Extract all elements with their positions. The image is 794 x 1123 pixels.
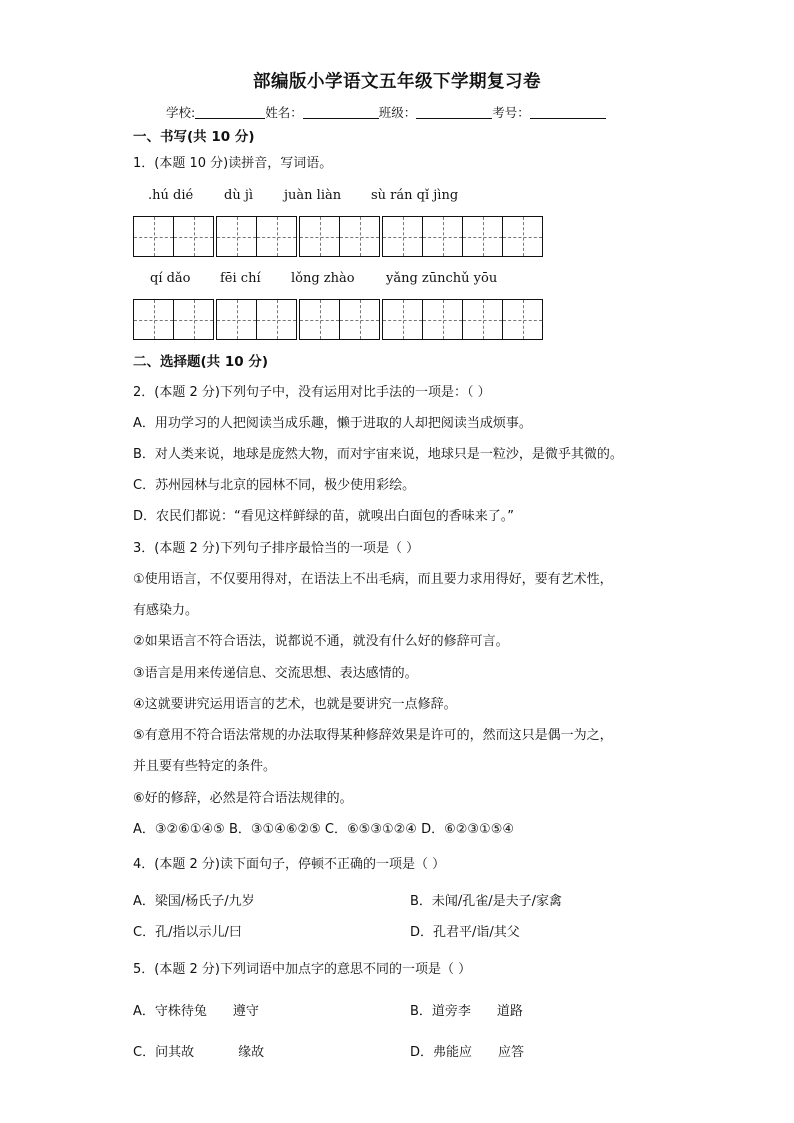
q2-option-c[interactable]: C．苏州园林与北京的园林不同，极少使用彩绘。 <box>133 478 416 493</box>
q3-options[interactable]: A．③②⑥①④⑤ B．③①④⑥②⑤ C．⑥⑤③①②④ D．⑥②③①⑤④ <box>133 822 514 837</box>
q5-option-b[interactable] <box>410 1000 523 1019</box>
q2-option-b[interactable]: B．对人类来说，地球是庞然大物，而对宇宙来说，地球只是一粒沙，是微乎其微的。 <box>133 447 623 462</box>
section-heading-choice: 二、选择题(共 10 分) <box>133 354 269 370</box>
q2-option-d[interactable]: D．农民们都说：“看见这样鲜绿的苗，就嗅出白面包的香味来了。” <box>133 509 514 524</box>
q5-c-word: C．问其故 <box>133 1045 195 1060</box>
student-info-line <box>166 103 606 121</box>
q3-sentence-4: ④这就要讲究运用语言的艺术，也就是要讲究一点修辞。 <box>133 697 457 712</box>
pinyin-5: qí dǎo <box>150 271 191 286</box>
pinyin-3: juàn liàn <box>284 188 342 203</box>
q5-option-c[interactable] <box>133 1041 264 1060</box>
answer-box-8[interactable] <box>382 299 543 339</box>
q4-option-c[interactable]: C．孔/指以示儿/曰 <box>133 925 242 940</box>
school-label: 学校: <box>166 105 196 120</box>
question-1-stem: 1．(本题 10 分)读拼音，写词语。 <box>133 156 333 171</box>
answer-box-7[interactable] <box>299 299 380 339</box>
answer-box-1[interactable] <box>133 216 214 256</box>
pinyin-2: dù jì <box>224 188 254 203</box>
name-label: 姓名： <box>265 105 303 120</box>
pinyin-6: fēi chí <box>220 271 261 286</box>
q2-option-a[interactable]: A．用功学习的人把阅读当成乐趣，懒于进取的人却把阅读当成烦事。 <box>133 416 532 431</box>
question-4-stem: 4．(本题 2 分)读下面句子，停顿不正确的一项是（ ） <box>133 857 446 872</box>
writing-grid-row-1 <box>133 216 543 256</box>
answer-box-2[interactable] <box>216 216 297 256</box>
q3-sentence-1-cont: 有感染力。 <box>133 603 199 618</box>
q5-a-word: A．守株待兔 <box>133 1004 207 1019</box>
q4-option-b[interactable]: B．未闻/孔雀/是夫子/家禽 <box>410 894 563 909</box>
q5-b-word: B．道旁李 <box>410 1004 471 1019</box>
q5-d-pair: 应答 <box>498 1045 525 1060</box>
class-blank[interactable] <box>416 105 492 119</box>
pinyin-8: yǎng zūnchǔ yōu <box>386 271 498 286</box>
section-heading-writing: 一、书写(共 10 分) <box>133 129 255 145</box>
q3-sentence-2: ②如果语言不符合语法，说都说不通，就没有什么好的修辞可言。 <box>133 634 509 649</box>
q3-sentence-5-cont: 并且要有些特定的条件。 <box>133 759 277 774</box>
name-blank[interactable] <box>303 105 379 119</box>
writing-grid-row-2 <box>133 299 543 339</box>
q5-b-pair: 道路 <box>496 1004 523 1019</box>
answer-box-3[interactable] <box>299 216 380 256</box>
pinyin-7: lǒng zhào <box>291 271 355 286</box>
page-title: 部编版小学语文五年级下学期复习卷 <box>253 72 541 92</box>
school-blank[interactable] <box>195 105 265 119</box>
exam-label: 考号： <box>492 105 530 120</box>
class-label: 班级： <box>378 105 417 120</box>
q3-sentence-5: ⑤有意用不符合语法常规的办法取得某种修辞效果是许可的，然而这只是偶一为之， <box>133 728 613 743</box>
q5-d-word: D．弗能应 <box>410 1045 473 1060</box>
q5-option-a[interactable] <box>133 1000 259 1019</box>
exam-blank[interactable] <box>530 105 606 119</box>
question-3-stem: 3．(本题 2 分)下列句子排序最恰当的一项是（ ） <box>133 541 420 556</box>
q3-sentence-3: ③语言是用来传递信息、交流思想、表达感情的。 <box>133 666 418 681</box>
q5-option-d[interactable] <box>410 1041 524 1060</box>
answer-box-4[interactable] <box>382 216 543 256</box>
pinyin-1: .hú dié <box>148 188 194 203</box>
answer-box-5[interactable] <box>133 299 214 339</box>
q4-option-d[interactable]: D．孔君平/诣/其父 <box>410 925 520 940</box>
question-2-stem: 2．(本题 2 分)下列句子中，没有运用对比手法的一项是：（ ） <box>133 385 491 400</box>
answer-box-6[interactable] <box>216 299 297 339</box>
question-5-stem: 5．(本题 2 分)下列词语中加点字的意思不同的一项是（ ） <box>133 962 472 977</box>
q3-sentence-6: ⑥好的修辞，必然是符合语法规律的。 <box>133 791 353 806</box>
q3-sentence-1: ①使用语言，不仅要用得对，在语法上不出毛病，而且要力求用得好，要有艺术性， <box>133 572 613 587</box>
q4-option-a[interactable]: A．梁国/杨氏子/九岁 <box>133 894 255 909</box>
q5-a-pair: 遵守 <box>232 1004 259 1019</box>
pinyin-4: sù rán qǐ jìng <box>371 188 459 203</box>
q5-c-pair: 缘故 <box>238 1045 265 1060</box>
